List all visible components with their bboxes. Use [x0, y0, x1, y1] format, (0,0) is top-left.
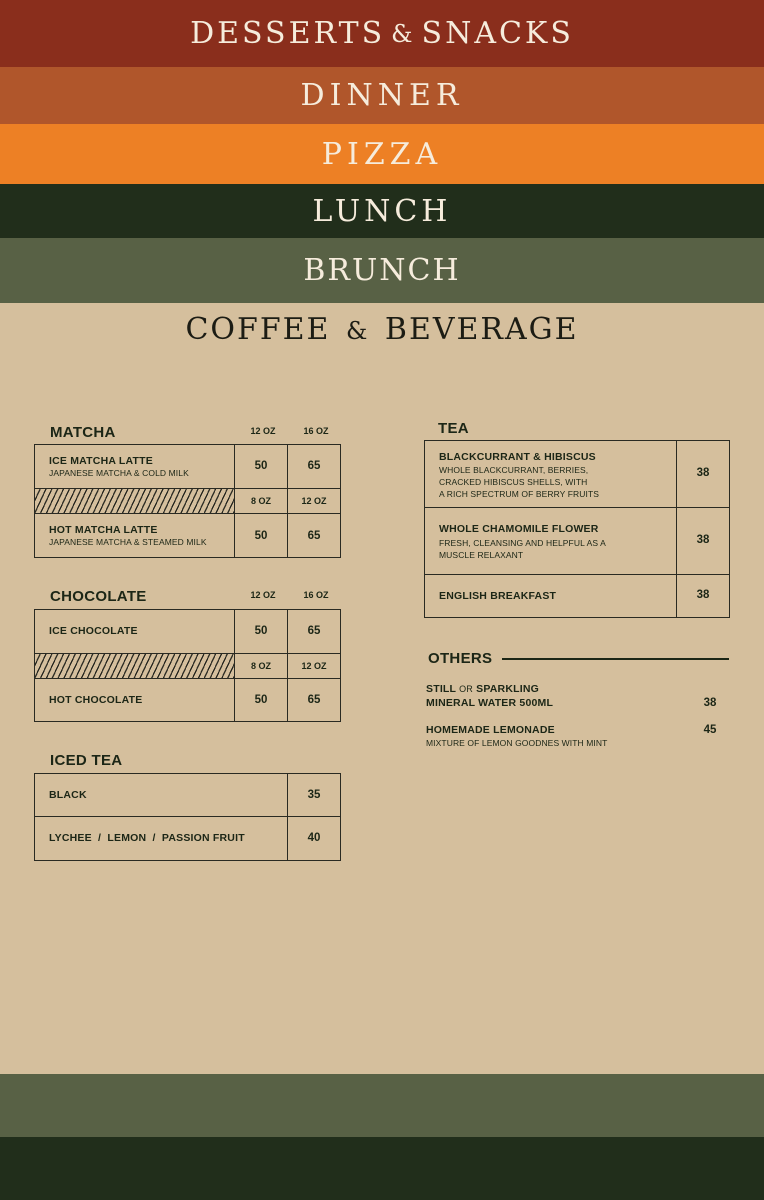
tea-item-1-desc-3: A RICH SPECTRUM OF BERRY FRUITS — [439, 489, 600, 499]
others-item-1-name-line2: MINERAL WATER 500ML — [426, 697, 554, 709]
matcha-item-1-desc: JAPANESE MATCHA & COLD MILK — [49, 468, 189, 478]
matcha-item-2-desc: JAPANESE MATCHA & STEAMED MILK — [49, 537, 207, 547]
iced-tea-item-2-name: LYCHEE / LEMON / PASSION FRUIT — [49, 832, 245, 844]
tea-item-1-desc-1: WHOLE BLACKCURRANT, BERRIES, — [439, 465, 589, 475]
nav-desserts-word2: SNACKS — [421, 16, 574, 51]
nav-dinner-label: DINNER — [300, 78, 464, 113]
page-title-word2: BEVERAGE — [384, 312, 579, 347]
page-title — [0, 312, 764, 347]
matcha-size-hot-1: 8 OZ — [250, 496, 271, 506]
matcha-size-hot-2: 12 OZ — [301, 496, 327, 506]
footer-band-dark — [0, 1137, 764, 1200]
nav-brunch-label: BRUNCH — [303, 253, 461, 288]
nav-lunch[interactable] — [0, 184, 764, 238]
chocolate-item-1-price-1: 50 — [254, 625, 268, 637]
nav-brunch[interactable] — [0, 238, 764, 303]
nav-dinner[interactable] — [0, 67, 764, 124]
matcha-row-divider-2 — [35, 513, 340, 514]
chocolate-item-1-name: ICE CHOCOLATE — [49, 625, 138, 637]
nav-desserts-snacks[interactable] — [0, 0, 764, 67]
others-item-1-name-a: STILL — [426, 683, 456, 695]
others-item-1-name — [426, 683, 539, 695]
matcha-item-1-price-2: 65 — [307, 460, 321, 472]
tea-item-1-name: BLACKCURRANT & HIBISCUS — [439, 451, 596, 463]
chocolate-size-hot-2: 12 OZ — [301, 661, 327, 671]
iced-tea-title: ICED TEA — [50, 752, 123, 769]
others-divider-line — [502, 658, 729, 660]
chocolate-item-1-price-2: 65 — [307, 625, 321, 637]
chocolate-row-divider-2 — [35, 678, 340, 679]
nav-desserts-word1: DESSERTS — [190, 16, 386, 51]
nav-desserts-amp: & — [391, 19, 416, 48]
page-title-word1: COFFEE — [185, 312, 331, 347]
iced-tea-item-1-name: BLACK — [49, 789, 87, 801]
iced-tea-item-1-price: 35 — [307, 789, 321, 801]
others-item-1-name-b: SPARKLING — [476, 683, 539, 695]
footer-band-olive — [0, 1074, 764, 1137]
tea-item-2-desc-1: FRESH, CLEANSING AND HELPFUL AS A — [439, 538, 606, 548]
others-item-2-price: 45 — [703, 724, 717, 736]
tea-item-1-price: 38 — [696, 467, 710, 479]
chocolate-item-2-price-2: 65 — [307, 694, 321, 706]
chocolate-table — [34, 609, 341, 722]
chocolate-title: CHOCOLATE — [50, 588, 147, 605]
tea-item-1-desc-2: CRACKED HIBISCUS SHELLS, WITH — [439, 477, 588, 487]
page-title-amp: & — [345, 317, 370, 345]
chocolate-item-2-name: HOT CHOCOLATE — [49, 694, 143, 706]
others-title: OTHERS — [428, 650, 493, 667]
chocolate-hatch — [35, 654, 235, 678]
matcha-item-2-price-2: 65 — [307, 530, 321, 542]
iced-tea-row-divider — [35, 816, 340, 817]
matcha-item-1-price-1: 50 — [254, 460, 268, 472]
iced-tea-col-divider — [287, 774, 288, 860]
matcha-item-2-price-1: 50 — [254, 530, 268, 542]
nav-pizza-label: PIZZA — [321, 136, 443, 172]
others-item-1-price: 38 — [703, 697, 717, 709]
iced-tea-table — [34, 773, 341, 861]
matcha-size-cold-1: 12 OZ — [250, 426, 276, 436]
chocolate-item-2-price-1: 50 — [254, 694, 268, 706]
matcha-item-1-name: ICE MATCHA LATTE — [49, 455, 153, 467]
matcha-title: MATCHA — [50, 424, 116, 441]
nav-lunch-label: LUNCH — [312, 193, 452, 229]
matcha-size-cold-2: 16 OZ — [303, 426, 329, 436]
matcha-table — [34, 444, 341, 558]
tea-row-divider-1 — [425, 507, 729, 508]
others-item-2-desc: MIXTURE OF LEMON GOODNES WITH MINT — [426, 738, 608, 748]
tea-item-3-name: ENGLISH BREAKFAST — [439, 590, 557, 602]
others-item-1-or: OR — [459, 684, 474, 694]
tea-item-3-price: 38 — [696, 589, 710, 601]
tea-table — [424, 440, 730, 618]
iced-tea-item-2-price: 40 — [307, 832, 321, 844]
tea-item-2-desc-2: MUSCLE RELAXANT — [439, 550, 524, 560]
tea-row-divider-2 — [425, 574, 729, 575]
nav-pizza[interactable] — [0, 124, 764, 184]
tea-title: TEA — [438, 420, 469, 437]
tea-item-2-name: WHOLE CHAMOMILE FLOWER — [439, 523, 599, 535]
chocolate-size-hot-1: 8 OZ — [250, 661, 271, 671]
others-item-2-name: HOMEMADE LEMONADE — [426, 724, 555, 736]
matcha-hatch — [35, 489, 235, 513]
chocolate-size-cold-2: 16 OZ — [303, 590, 329, 600]
matcha-item-2-name: HOT MATCHA LATTE — [49, 524, 158, 536]
chocolate-size-cold-1: 12 OZ — [250, 590, 276, 600]
tea-item-2-price: 38 — [696, 534, 710, 546]
